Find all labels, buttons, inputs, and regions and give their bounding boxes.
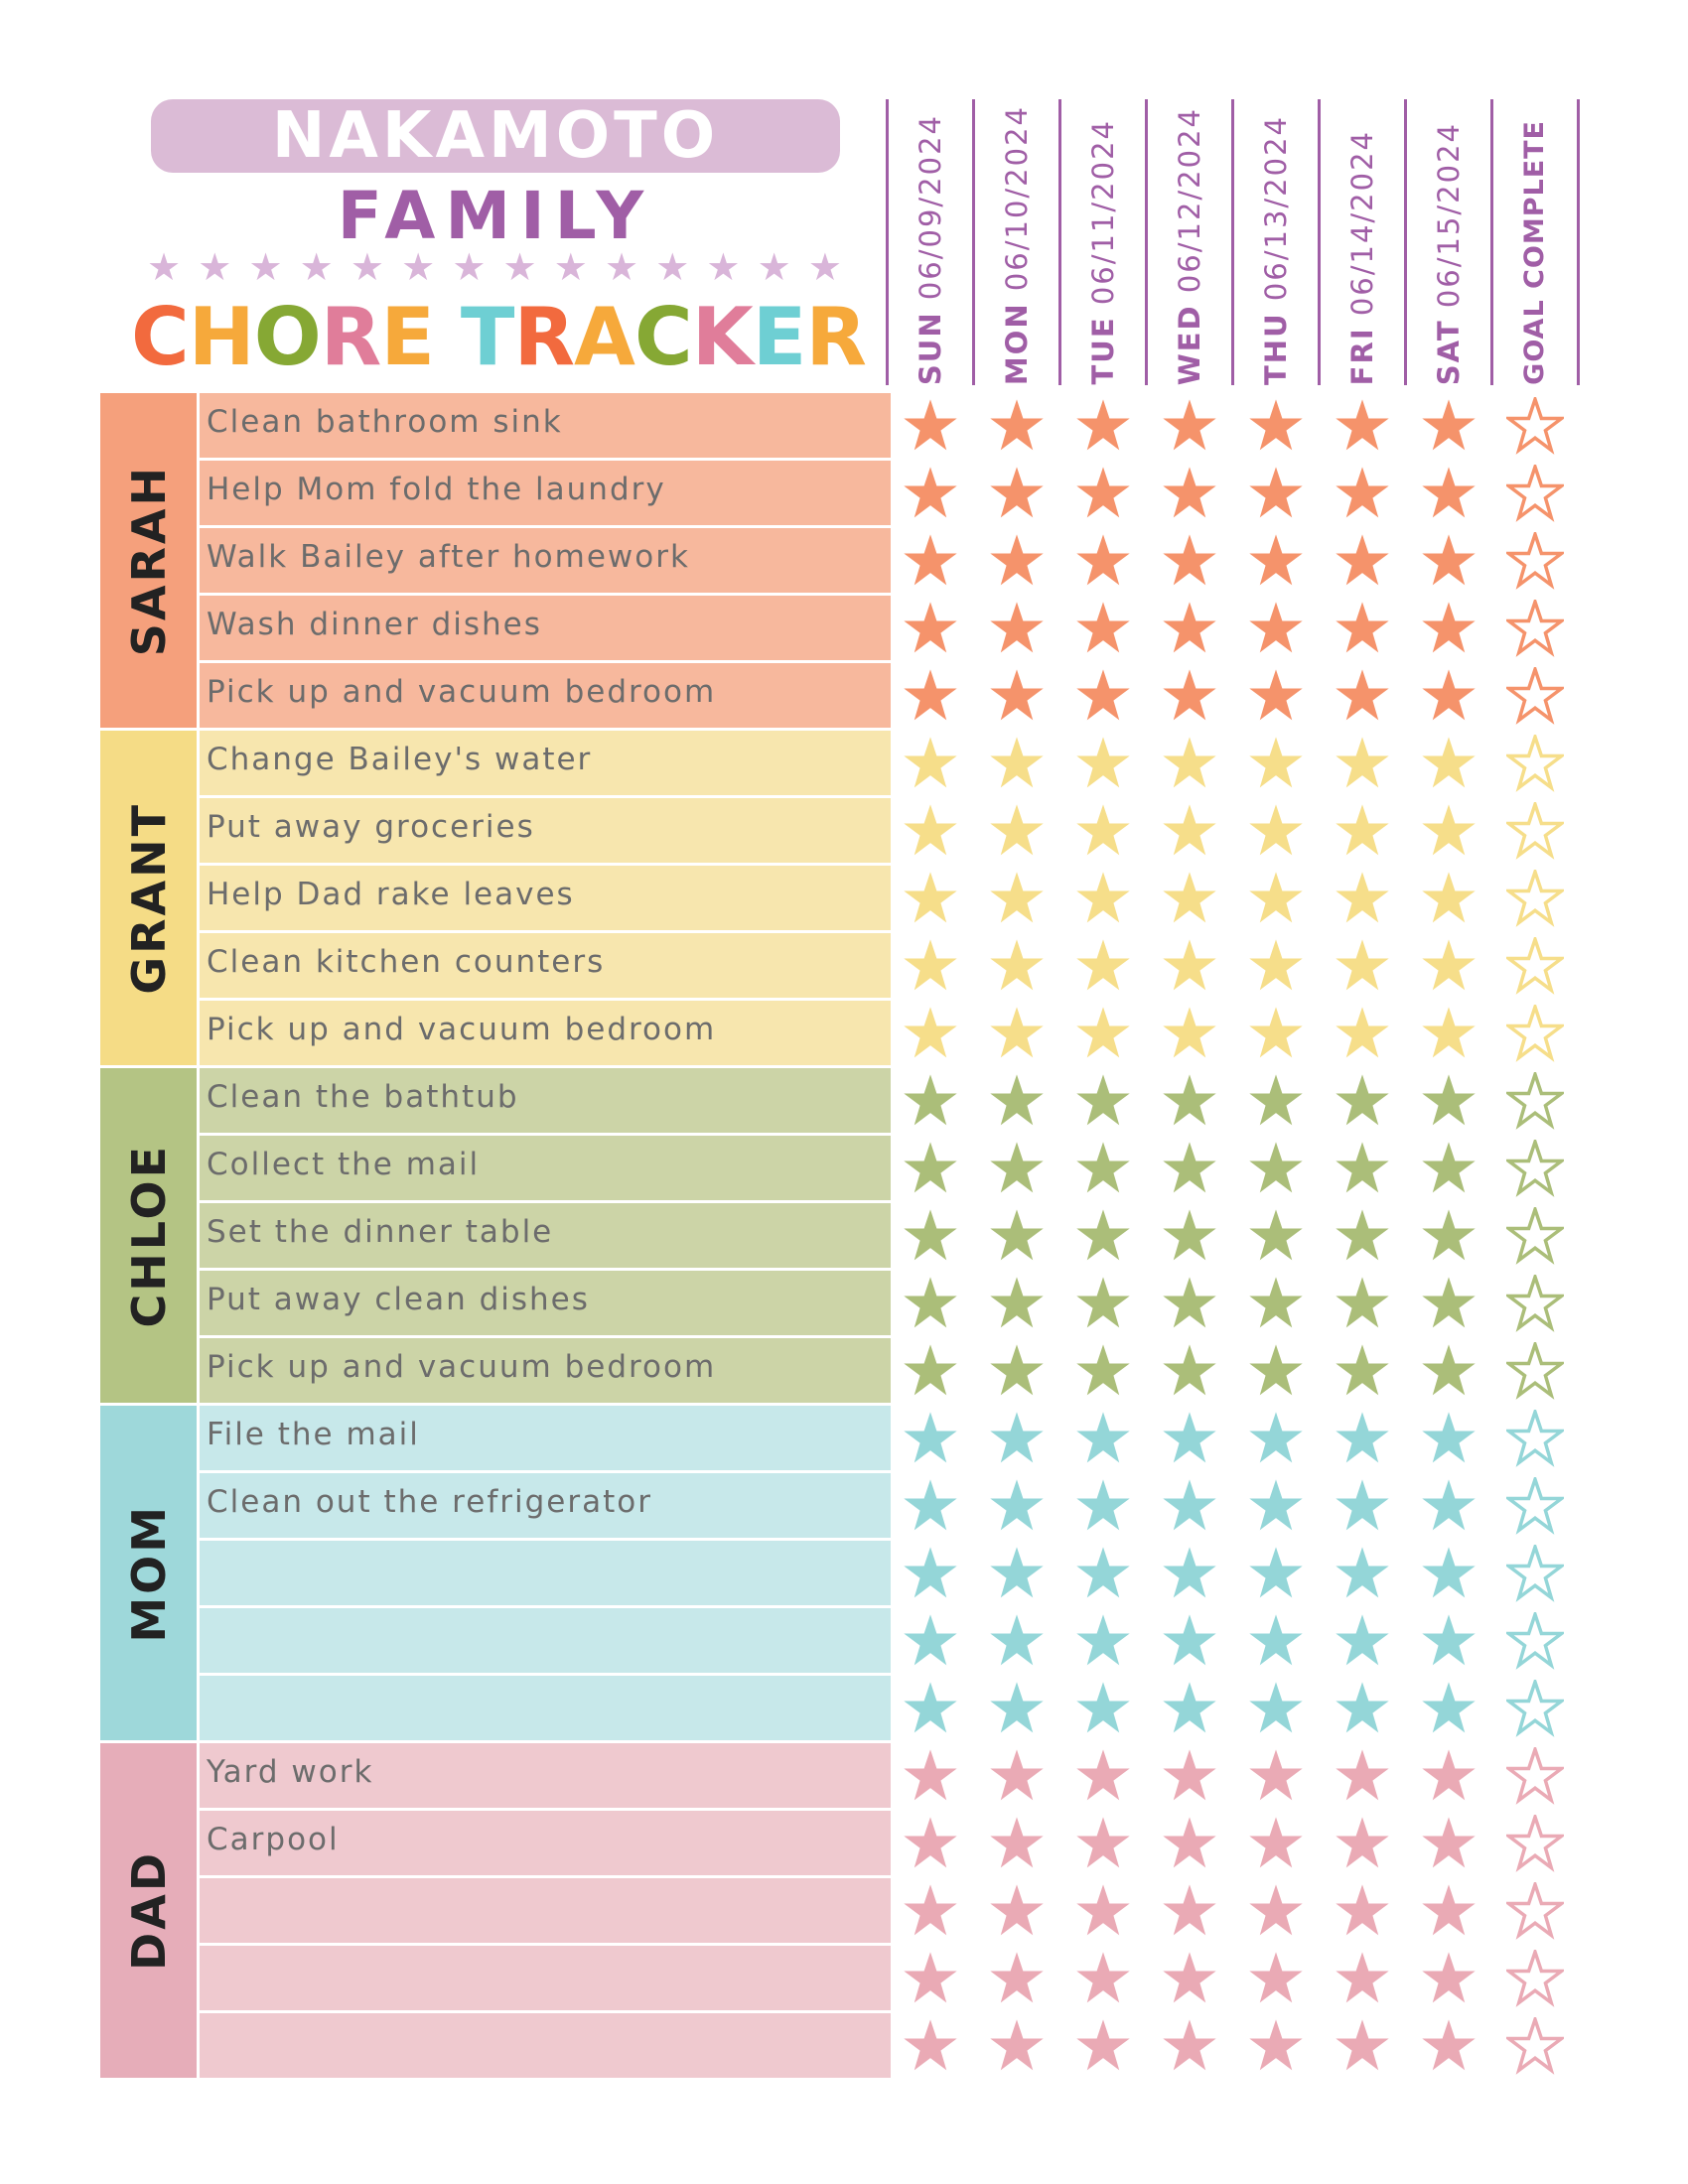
star-icon[interactable] bbox=[902, 1410, 959, 1467]
star-icon[interactable] bbox=[1074, 397, 1132, 455]
decorative-star-icon: ★ bbox=[807, 245, 842, 289]
star-icon[interactable] bbox=[1074, 1747, 1132, 1805]
member-name-label: GRANT bbox=[121, 801, 176, 995]
star-icon[interactable] bbox=[988, 2017, 1046, 2075]
star-icon[interactable] bbox=[1420, 1072, 1477, 1130]
star-icon[interactable] bbox=[902, 1207, 959, 1265]
star-icon[interactable] bbox=[1247, 1410, 1305, 1467]
star-icon[interactable] bbox=[902, 1612, 959, 1670]
star-icon[interactable] bbox=[1420, 1342, 1477, 1400]
goal-star-outline-icon[interactable] bbox=[1506, 735, 1564, 792]
star-icon[interactable] bbox=[1334, 397, 1391, 455]
star-icon[interactable] bbox=[1247, 600, 1305, 657]
goal-star-outline-icon[interactable] bbox=[1506, 1545, 1564, 1602]
star-icon[interactable] bbox=[902, 1882, 959, 1940]
star-icon[interactable] bbox=[1161, 667, 1218, 725]
star-icon[interactable] bbox=[1074, 1207, 1132, 1265]
day-date: 06/11/2024 bbox=[1085, 119, 1120, 317]
star-icon[interactable] bbox=[1247, 1275, 1305, 1332]
goal-star-outline-icon[interactable] bbox=[1506, 1612, 1564, 1670]
star-icon[interactable] bbox=[1420, 735, 1477, 792]
day-abbr: MON bbox=[999, 302, 1034, 385]
star-icon[interactable] bbox=[1074, 1342, 1132, 1400]
day-date: 06/15/2024 bbox=[1431, 121, 1466, 320]
star-icon[interactable] bbox=[1161, 1612, 1218, 1670]
chore-row[interactable]: Walk Bailey after homework bbox=[200, 528, 891, 593]
star-icon[interactable] bbox=[1161, 1342, 1218, 1400]
star-icon[interactable] bbox=[1074, 532, 1132, 590]
decorative-star-icon: ★ bbox=[299, 245, 334, 289]
star-icon[interactable] bbox=[1420, 1882, 1477, 1940]
member-name-label: DAD bbox=[121, 1850, 176, 1971]
star-icon[interactable] bbox=[1334, 1140, 1391, 1197]
star-icon[interactable] bbox=[1074, 1410, 1132, 1467]
decorative-star-icon: ★ bbox=[604, 245, 639, 289]
chore-row[interactable]: Change Bailey's water bbox=[200, 731, 891, 795]
star-icon[interactable] bbox=[1247, 1747, 1305, 1805]
star-icon[interactable] bbox=[1161, 1747, 1218, 1805]
chore-row[interactable]: Clean kitchen counters bbox=[200, 933, 891, 998]
goal-star-outline-icon[interactable] bbox=[1506, 1342, 1564, 1400]
star-icon[interactable] bbox=[1420, 1680, 1477, 1737]
decorative-star-icon: ★ bbox=[248, 245, 283, 289]
star-icon[interactable] bbox=[1420, 1477, 1477, 1535]
star-icon[interactable] bbox=[988, 1680, 1046, 1737]
star-icon[interactable] bbox=[1334, 1477, 1391, 1535]
member-name-chloe bbox=[100, 1068, 197, 1403]
chore-row[interactable]: File the mail bbox=[200, 1406, 891, 1470]
star-icon[interactable] bbox=[1420, 465, 1477, 522]
star-icon[interactable] bbox=[1247, 1612, 1305, 1670]
star-icon[interactable] bbox=[1334, 1005, 1391, 1062]
star-icon[interactable] bbox=[1334, 937, 1391, 995]
title-letter: R bbox=[805, 291, 866, 383]
star-icon[interactable] bbox=[1161, 1680, 1218, 1737]
star-icon[interactable] bbox=[1420, 667, 1477, 725]
decorative-star-icon: ★ bbox=[401, 245, 436, 289]
chore-row[interactable] bbox=[200, 1946, 891, 2010]
star-icon[interactable] bbox=[1161, 1882, 1218, 1940]
day-date: 06/09/2024 bbox=[913, 113, 947, 312]
star-icon[interactable] bbox=[1074, 735, 1132, 792]
star-icon[interactable] bbox=[1247, 1207, 1305, 1265]
star-icon[interactable] bbox=[1161, 937, 1218, 995]
goal-star-outline-icon[interactable] bbox=[1506, 2017, 1564, 2075]
day-abbr: THU bbox=[1258, 312, 1293, 385]
chore-row[interactable]: Clean out the refrigerator bbox=[200, 1473, 891, 1538]
star-icon[interactable] bbox=[1247, 735, 1305, 792]
chore-row[interactable]: Clean bathroom sink bbox=[200, 393, 891, 458]
star-icon[interactable] bbox=[1161, 465, 1218, 522]
family-label: FAMILY bbox=[337, 178, 654, 254]
member-name-label: MOM bbox=[121, 1503, 176, 1643]
star-icon[interactable] bbox=[1420, 1815, 1477, 1872]
star-icon[interactable] bbox=[1247, 937, 1305, 995]
star-icon[interactable] bbox=[1420, 1410, 1477, 1467]
star-icon[interactable] bbox=[1247, 1072, 1305, 1130]
star-icon[interactable] bbox=[1074, 600, 1132, 657]
star-icon[interactable] bbox=[988, 1612, 1046, 1670]
star-icon[interactable] bbox=[902, 1680, 959, 1737]
star-icon[interactable] bbox=[902, 802, 959, 860]
star-icon[interactable] bbox=[1420, 1207, 1477, 1265]
star-icon[interactable] bbox=[1247, 1342, 1305, 1400]
star-icon[interactable] bbox=[1334, 2017, 1391, 2075]
star-icon[interactable] bbox=[1074, 1072, 1132, 1130]
goal-star-outline-icon[interactable] bbox=[1506, 1882, 1564, 1940]
star-icon[interactable] bbox=[988, 1410, 1046, 1467]
star-icon[interactable] bbox=[1074, 1950, 1132, 2007]
decorative-star-icon: ★ bbox=[502, 245, 537, 289]
star-icon[interactable] bbox=[988, 1005, 1046, 1062]
title-letter: C bbox=[633, 291, 692, 383]
star-icon[interactable] bbox=[988, 1140, 1046, 1197]
chore-row[interactable] bbox=[200, 1541, 891, 1605]
star-icon[interactable] bbox=[988, 1207, 1046, 1265]
star-icon[interactable] bbox=[1420, 532, 1477, 590]
star-icon[interactable] bbox=[1161, 1815, 1218, 1872]
star-icon[interactable] bbox=[1074, 802, 1132, 860]
star-icon[interactable] bbox=[1161, 600, 1218, 657]
family-name: NAKAMOTO bbox=[271, 99, 720, 173]
star-icon[interactable] bbox=[902, 1950, 959, 2007]
star-icon[interactable] bbox=[1247, 870, 1305, 927]
star-icon[interactable] bbox=[1420, 1950, 1477, 2007]
chore-row[interactable]: Pick up and vacuum bedroom bbox=[200, 1338, 891, 1403]
chore-row[interactable] bbox=[200, 1878, 891, 1943]
star-icon[interactable] bbox=[1334, 735, 1391, 792]
day-abbr: WED bbox=[1172, 304, 1206, 385]
title-letter: O bbox=[253, 291, 321, 383]
decorative-star-icon: ★ bbox=[147, 245, 182, 289]
star-icon[interactable] bbox=[988, 465, 1046, 522]
member-name-sarah bbox=[100, 393, 197, 728]
title-letter: R bbox=[320, 291, 381, 383]
star-icon[interactable] bbox=[1334, 667, 1391, 725]
title-letter: E bbox=[752, 291, 806, 383]
star-icon[interactable] bbox=[1420, 600, 1477, 657]
chore-row[interactable]: Help Dad rake leaves bbox=[200, 866, 891, 930]
star-icon[interactable] bbox=[1247, 1950, 1305, 2007]
star-icon[interactable] bbox=[1161, 397, 1218, 455]
star-icon[interactable] bbox=[1420, 1275, 1477, 1332]
star-icon[interactable] bbox=[988, 1815, 1046, 1872]
goal-star-outline-icon[interactable] bbox=[1506, 1005, 1564, 1062]
star-icon[interactable] bbox=[1074, 870, 1132, 927]
star-icon[interactable] bbox=[902, 1072, 959, 1130]
star-icon[interactable] bbox=[1334, 532, 1391, 590]
member-name-label: SARAH bbox=[121, 464, 176, 657]
star-icon[interactable] bbox=[1074, 1612, 1132, 1670]
star-icon[interactable] bbox=[1420, 1747, 1477, 1805]
star-icon[interactable] bbox=[1247, 1882, 1305, 1940]
day-date: 06/10/2024 bbox=[999, 104, 1034, 303]
star-icon[interactable] bbox=[988, 667, 1046, 725]
day-abbr: TUE bbox=[1085, 316, 1120, 385]
goal-star-outline-icon[interactable] bbox=[1506, 465, 1564, 522]
decorative-star-icon: ★ bbox=[452, 245, 487, 289]
star-icon[interactable] bbox=[1334, 1207, 1391, 1265]
star-icon[interactable] bbox=[1247, 397, 1305, 455]
star-icon[interactable] bbox=[1334, 1680, 1391, 1737]
chore-row[interactable]: Pick up and vacuum bedroom bbox=[200, 1001, 891, 1065]
star-icon[interactable] bbox=[902, 1477, 959, 1535]
star-icon[interactable] bbox=[1334, 1342, 1391, 1400]
member-name-grant bbox=[100, 731, 197, 1065]
star-icon[interactable] bbox=[988, 1072, 1046, 1130]
star-icon[interactable] bbox=[988, 1747, 1046, 1805]
star-icon[interactable] bbox=[1334, 600, 1391, 657]
star-icon[interactable] bbox=[1334, 1275, 1391, 1332]
star-icon[interactable] bbox=[1161, 1207, 1218, 1265]
star-icon[interactable] bbox=[1247, 1005, 1305, 1062]
star-icon[interactable] bbox=[988, 397, 1046, 455]
star-icon[interactable] bbox=[1420, 2017, 1477, 2075]
star-icon[interactable] bbox=[1420, 1140, 1477, 1197]
star-icon[interactable] bbox=[1334, 1950, 1391, 2007]
star-icon[interactable] bbox=[988, 600, 1046, 657]
day-abbr: SAT bbox=[1431, 319, 1466, 385]
star-icon[interactable] bbox=[1334, 465, 1391, 522]
star-icon[interactable] bbox=[902, 397, 959, 455]
star-icon[interactable] bbox=[1161, 1410, 1218, 1467]
decorative-star-icon: ★ bbox=[757, 245, 791, 289]
title-letter: C bbox=[131, 291, 189, 383]
goal-star-outline-icon[interactable] bbox=[1506, 1680, 1564, 1737]
star-icon[interactable] bbox=[1161, 735, 1218, 792]
goal-star-outline-icon[interactable] bbox=[1506, 1747, 1564, 1805]
goal-star-outline-icon[interactable] bbox=[1506, 600, 1564, 657]
star-icon[interactable] bbox=[1334, 1545, 1391, 1602]
title-letter: T bbox=[460, 291, 514, 383]
chore-row[interactable]: Put away groceries bbox=[200, 798, 891, 863]
chore-row[interactable]: Collect the mail bbox=[200, 1136, 891, 1200]
star-icon[interactable] bbox=[1161, 1275, 1218, 1332]
star-icon[interactable] bbox=[1334, 1072, 1391, 1130]
star-icon[interactable] bbox=[988, 1342, 1046, 1400]
star-icon[interactable] bbox=[1247, 1140, 1305, 1197]
star-icon[interactable] bbox=[902, 870, 959, 927]
goal-star-outline-icon[interactable] bbox=[1506, 397, 1564, 455]
chore-row[interactable]: Carpool bbox=[200, 1811, 891, 1875]
star-icon[interactable] bbox=[1074, 937, 1132, 995]
star-icon[interactable] bbox=[902, 1005, 959, 1062]
star-icon[interactable] bbox=[1161, 1140, 1218, 1197]
member-name-dad bbox=[100, 1743, 197, 2078]
goal-complete-header: GOAL COMPLETE bbox=[1519, 120, 1550, 385]
star-icon[interactable] bbox=[1161, 532, 1218, 590]
goal-star-outline-icon[interactable] bbox=[1506, 532, 1564, 590]
star-icon[interactable] bbox=[1247, 1815, 1305, 1872]
chore-row[interactable] bbox=[200, 2013, 891, 2078]
star-icon[interactable] bbox=[1247, 1680, 1305, 1737]
star-icon[interactable] bbox=[1334, 1747, 1391, 1805]
day-abbr: FRI bbox=[1344, 327, 1379, 385]
star-icon[interactable] bbox=[988, 532, 1046, 590]
star-icon[interactable] bbox=[1074, 1477, 1132, 1535]
member-name-mom bbox=[100, 1406, 197, 1740]
star-icon[interactable] bbox=[902, 735, 959, 792]
star-icon[interactable] bbox=[1247, 532, 1305, 590]
decorative-star-icon: ★ bbox=[350, 245, 384, 289]
star-icon[interactable] bbox=[1334, 870, 1391, 927]
star-icon[interactable] bbox=[1074, 1680, 1132, 1737]
star-icon[interactable] bbox=[1074, 667, 1132, 725]
chore-row[interactable]: Yard work bbox=[200, 1743, 891, 1808]
star-icon[interactable] bbox=[1074, 1005, 1132, 1062]
star-icon[interactable] bbox=[902, 937, 959, 995]
day-date: 06/14/2024 bbox=[1344, 129, 1379, 328]
star-icon[interactable] bbox=[1334, 1882, 1391, 1940]
star-icon[interactable] bbox=[988, 1882, 1046, 1940]
chore-row[interactable]: Set the dinner table bbox=[200, 1203, 891, 1268]
star-icon[interactable] bbox=[1247, 465, 1305, 522]
star-icon[interactable] bbox=[1161, 1477, 1218, 1535]
star-icon[interactable] bbox=[1074, 465, 1132, 522]
star-icon[interactable] bbox=[988, 1275, 1046, 1332]
star-icon[interactable] bbox=[902, 2017, 959, 2075]
star-icon[interactable] bbox=[902, 1140, 959, 1197]
star-icon[interactable] bbox=[1420, 1612, 1477, 1670]
goal-star-outline-icon[interactable] bbox=[1506, 802, 1564, 860]
star-icon[interactable] bbox=[1074, 1275, 1132, 1332]
star-icon[interactable] bbox=[1161, 1950, 1218, 2007]
title-letter: E bbox=[380, 291, 434, 383]
star-icon[interactable] bbox=[1161, 870, 1218, 927]
goal-star-outline-icon[interactable] bbox=[1506, 1410, 1564, 1467]
title-letter: R bbox=[513, 291, 575, 383]
decorative-star-icon: ★ bbox=[655, 245, 690, 289]
star-icon[interactable] bbox=[902, 1342, 959, 1400]
star-icon[interactable] bbox=[1074, 1815, 1132, 1872]
decorative-star-icon: ★ bbox=[706, 245, 741, 289]
star-icon[interactable] bbox=[902, 667, 959, 725]
title-letter: H bbox=[188, 291, 254, 383]
star-icon[interactable] bbox=[902, 1747, 959, 1805]
title-letter: K bbox=[691, 291, 753, 383]
goal-star-outline-icon[interactable] bbox=[1506, 937, 1564, 995]
star-icon[interactable] bbox=[1074, 1882, 1132, 1940]
star-icon[interactable] bbox=[1420, 397, 1477, 455]
chore-row[interactable]: Pick up and vacuum bedroom bbox=[200, 663, 891, 728]
star-icon[interactable] bbox=[988, 1545, 1046, 1602]
star-icon[interactable] bbox=[902, 600, 959, 657]
star-icon[interactable] bbox=[902, 465, 959, 522]
star-icon[interactable] bbox=[1161, 802, 1218, 860]
star-icon[interactable] bbox=[1247, 2017, 1305, 2075]
star-icon[interactable] bbox=[1247, 1477, 1305, 1535]
star-icon[interactable] bbox=[1074, 1545, 1132, 1602]
decorative-star-icon: ★ bbox=[553, 245, 588, 289]
star-icon[interactable] bbox=[1074, 1140, 1132, 1197]
chore-row[interactable]: Put away clean dishes bbox=[200, 1271, 891, 1335]
star-icon[interactable] bbox=[988, 735, 1046, 792]
star-icon[interactable] bbox=[902, 1275, 959, 1332]
star-icon[interactable] bbox=[988, 802, 1046, 860]
star-icon[interactable] bbox=[988, 937, 1046, 995]
star-icon[interactable] bbox=[1247, 802, 1305, 860]
star-icon[interactable] bbox=[1334, 802, 1391, 860]
chore-row[interactable] bbox=[200, 1608, 891, 1673]
member-name-label: CHLOE bbox=[121, 1143, 176, 1328]
chore-row[interactable] bbox=[200, 1676, 891, 1740]
star-icon[interactable] bbox=[1334, 1410, 1391, 1467]
star-icon[interactable] bbox=[1334, 1815, 1391, 1872]
star-icon[interactable] bbox=[1420, 870, 1477, 927]
day-date: 06/13/2024 bbox=[1258, 115, 1293, 313]
goal-star-outline-icon[interactable] bbox=[1506, 1072, 1564, 1130]
star-icon[interactable] bbox=[1074, 2017, 1132, 2075]
star-icon[interactable] bbox=[1161, 1545, 1218, 1602]
star-icon[interactable] bbox=[1420, 937, 1477, 995]
star-icon[interactable] bbox=[1334, 1612, 1391, 1670]
star-icon[interactable] bbox=[988, 1477, 1046, 1535]
goal-star-outline-icon[interactable] bbox=[1506, 870, 1564, 927]
chore-row[interactable]: Clean the bathtub bbox=[200, 1068, 891, 1133]
day-date: 06/12/2024 bbox=[1172, 106, 1206, 305]
goal-star-outline-icon[interactable] bbox=[1506, 1275, 1564, 1332]
star-icon[interactable] bbox=[902, 532, 959, 590]
star-icon[interactable] bbox=[1247, 1545, 1305, 1602]
star-icon[interactable] bbox=[1161, 1072, 1218, 1130]
star-icon[interactable] bbox=[1420, 802, 1477, 860]
goal-star-outline-icon[interactable] bbox=[1506, 1815, 1564, 1872]
chore-row[interactable]: Help Mom fold the laundry bbox=[200, 461, 891, 525]
day-abbr: SUN bbox=[913, 311, 947, 385]
star-icon[interactable] bbox=[1161, 1005, 1218, 1062]
title-letter: A bbox=[574, 291, 634, 383]
star-icon[interactable] bbox=[1420, 1545, 1477, 1602]
goal-star-outline-icon[interactable] bbox=[1506, 1950, 1564, 2007]
chore-row[interactable]: Wash dinner dishes bbox=[200, 596, 891, 660]
goal-star-outline-icon[interactable] bbox=[1506, 1477, 1564, 1535]
star-icon[interactable] bbox=[1161, 2017, 1218, 2075]
goal-star-outline-icon[interactable] bbox=[1506, 1140, 1564, 1197]
goal-star-outline-icon[interactable] bbox=[1506, 667, 1564, 725]
star-icon[interactable] bbox=[902, 1815, 959, 1872]
star-icon[interactable] bbox=[902, 1545, 959, 1602]
star-icon[interactable] bbox=[1420, 1005, 1477, 1062]
decorative-star-icon: ★ bbox=[198, 245, 232, 289]
star-icon[interactable] bbox=[988, 1950, 1046, 2007]
star-icon[interactable] bbox=[1247, 667, 1305, 725]
star-icon[interactable] bbox=[988, 870, 1046, 927]
goal-star-outline-icon[interactable] bbox=[1506, 1207, 1564, 1265]
